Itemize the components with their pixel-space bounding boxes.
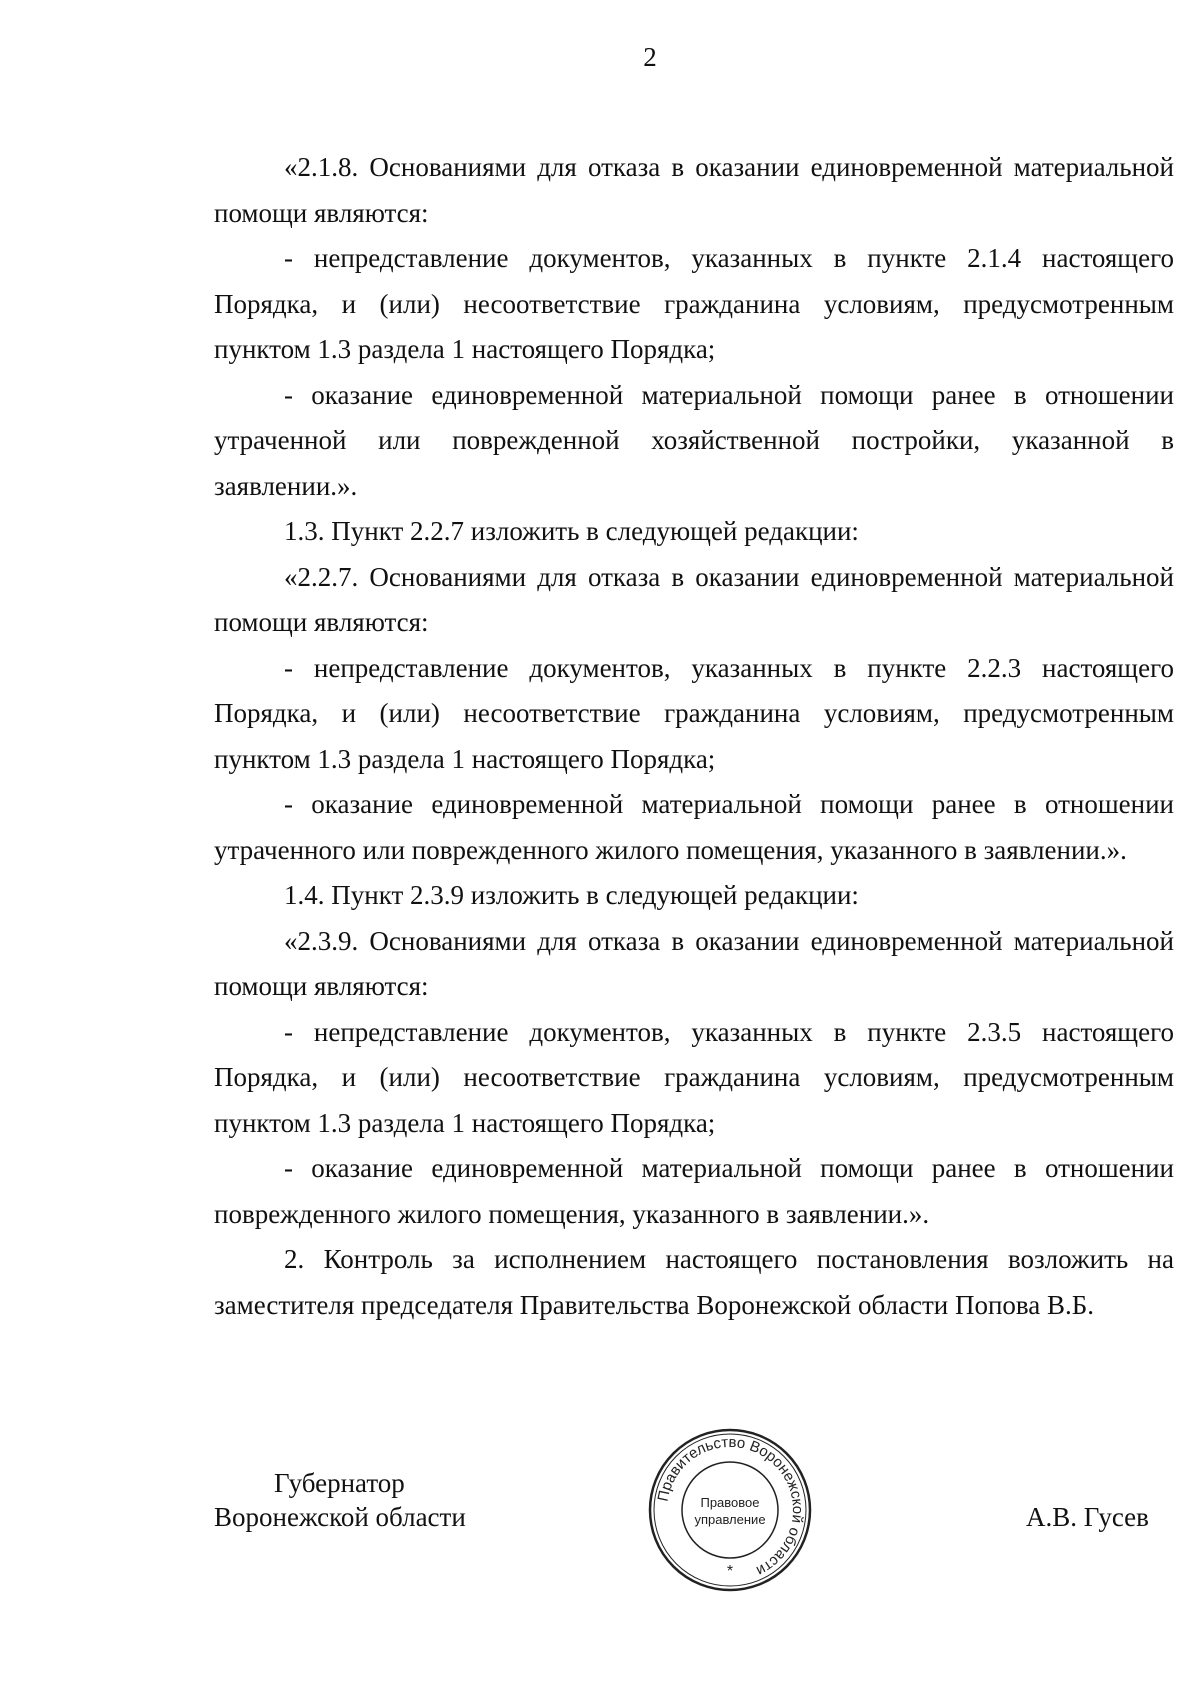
official-stamp xyxy=(645,1425,815,1595)
paragraph: «2.1.8. Основаниями для отказа в оказании единовременной материальной помощи являются: xyxy=(214,152,1174,228)
stamp-outer-text: Правительство Воронежской области xyxy=(654,1433,807,1580)
paragraph: «2.3.9. Основаниями для отказа в оказании единовременной материальной помощи являются: xyxy=(214,925,1174,1001)
signatory-title-line2: Воронежской области xyxy=(214,1502,466,1532)
paragraph: - непредставление документов, указанных в пункте 2.1.4 настоящего Порядка, и (или) несоответствие гражданина условиям, предусмотренным пунктом 1.3 раздела 1 настоящего Порядка; xyxy=(214,243,1174,364)
stamp-star: * xyxy=(726,1563,734,1580)
paragraph: 1.4. Пункт 2.3.9 изложить в следующей редакции: xyxy=(284,880,859,910)
signatory-title xyxy=(214,1466,466,1534)
paragraph: - непредставление документов, указанных в пункте 2.2.3 настоящего Порядка, и (или) несоответствие гражданина условиям, предусмотренным пунктом 1.3 раздела 1 настоящего Порядка; xyxy=(214,652,1174,774)
paragraph: - оказание единовременной материальной помощи ранее в отношении утраченной или поврежденной хозяйственной постройки, указанной в заявлении.». xyxy=(214,379,1174,501)
signatory-name: А.В. Гусев xyxy=(1026,1502,1149,1532)
paragraph: - непредставление документов, указанных в пункте 2.3.5 настоящего Порядка, и (или) несоответствие гражданина условиям, предусмотренным пунктом 1.3 раздела 1 настоящего Порядка; xyxy=(214,1016,1174,1138)
paragraph: - оказание единовременной материальной помощи ранее в отношении утраченного или поврежденного жилого помещения, указанного в заявлении.». xyxy=(214,789,1174,865)
paragraph: - оказание единовременной материальной помощи ранее в отношении поврежденного жилого помещения, указанного в заявлении.». xyxy=(214,1153,1174,1229)
paragraph: 2. Контроль за исполнением настоящего постановления возложить на заместителя председателя Правительства Воронежской области Попова В.Б. xyxy=(214,1244,1174,1320)
paragraph: «2.2.7. Основаниями для отказа в оказании единовременной материальной помощи являются: xyxy=(214,561,1174,637)
paragraph: 1.3. Пункт 2.2.7 изложить в следующей редакции: xyxy=(284,516,859,546)
stamp-inner-line1: Правовое xyxy=(700,1495,760,1510)
document-body xyxy=(214,145,1174,1328)
stamp-inner-line2: управление xyxy=(694,1512,766,1527)
signatory-title-line1: Губернатор xyxy=(274,1468,405,1498)
page-number: 2 xyxy=(643,42,657,72)
